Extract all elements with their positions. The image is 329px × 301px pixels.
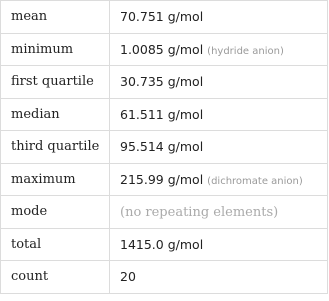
row-value-cell: [110, 163, 328, 196]
row-value: 61.511: [120, 106, 164, 122]
row-unit: g/mol: [167, 74, 204, 90]
row-note: (dichromate anion): [207, 175, 303, 187]
row-unit: g/mol: [167, 171, 204, 187]
table-row: [1, 98, 328, 131]
row-value: 20: [120, 269, 136, 285]
row-note: (hydride anion): [207, 45, 284, 57]
row-value-cell: [110, 1, 328, 34]
row-value: 1.0085: [120, 41, 164, 57]
table-row: [1, 66, 328, 99]
row-value: 30.735: [120, 74, 164, 90]
row-value: 1415.0: [120, 236, 164, 252]
row-value-cell: [110, 33, 328, 66]
row-value: 70.751: [120, 9, 164, 25]
table-row: [1, 1, 328, 34]
row-value: 215.99: [120, 171, 164, 187]
row-label: median: [1, 98, 110, 131]
row-label: mode: [1, 196, 110, 229]
row-value-cell: [110, 261, 328, 294]
row-label: first quartile: [1, 66, 110, 99]
row-value-cell: [110, 196, 328, 229]
table-row: [1, 33, 328, 66]
table-row: [1, 261, 328, 294]
row-value: 95.514: [120, 139, 164, 155]
row-label: third quartile: [1, 131, 110, 164]
row-unit: g/mol: [167, 139, 204, 155]
row-label: minimum: [1, 33, 110, 66]
row-value-cell: [110, 98, 328, 131]
row-label: maximum: [1, 163, 110, 196]
row-value-cell: [110, 66, 328, 99]
row-unit: g/mol: [167, 41, 204, 57]
row-value-cell: [110, 228, 328, 261]
row-label: mean: [1, 1, 110, 34]
row-unit: g/mol: [167, 106, 204, 122]
row-unit: g/mol: [167, 9, 204, 25]
row-value: (no repeating elements): [120, 204, 279, 220]
table-row: [1, 163, 328, 196]
row-value-cell: [110, 131, 328, 164]
row-label: count: [1, 261, 110, 294]
row-label: total: [1, 228, 110, 261]
table-row: [1, 196, 328, 229]
table-row: [1, 228, 328, 261]
row-unit: g/mol: [167, 236, 204, 252]
table-row: [1, 131, 328, 164]
